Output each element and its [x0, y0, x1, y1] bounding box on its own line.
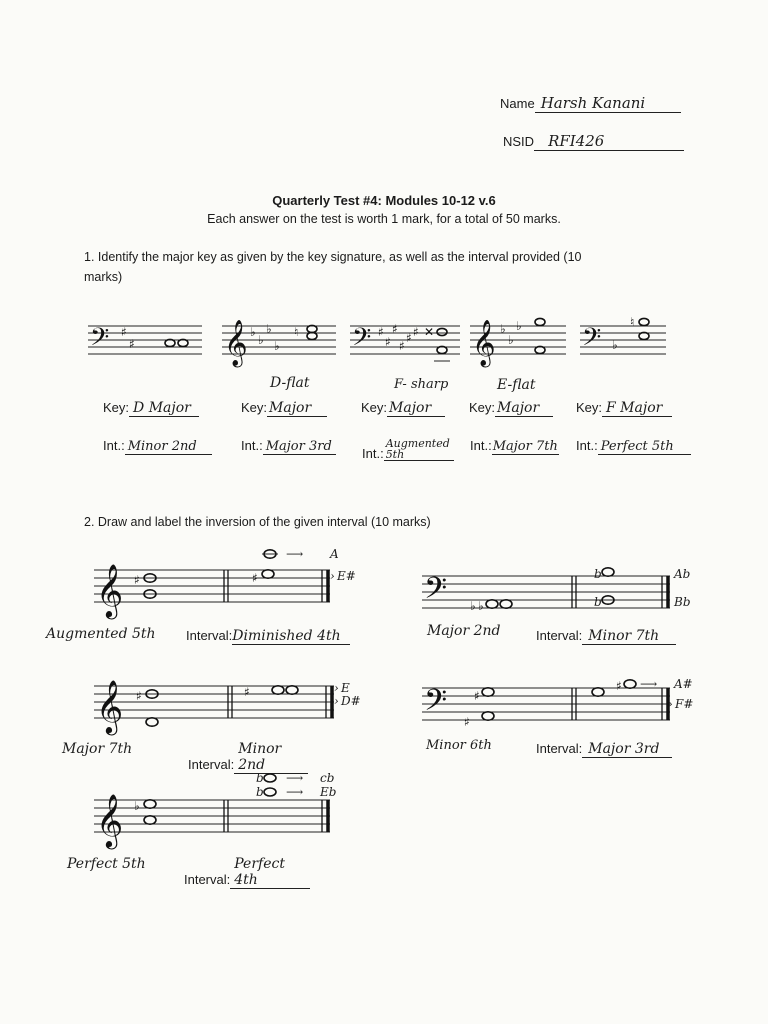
svg-text:⟶: ⟶	[286, 547, 304, 561]
bass-clef-icon: 𝄢	[90, 323, 110, 358]
int-label: Int.:	[103, 438, 125, 453]
nsid-field	[503, 132, 684, 151]
svg-text:⟶: ⟶	[286, 785, 304, 799]
svg-text:♭: ♭	[500, 322, 506, 336]
svg-text:♯: ♯	[136, 689, 142, 703]
int-answer-2[interactable]: Major 3rd	[263, 439, 336, 455]
svg-text:♭: ♭	[516, 319, 522, 333]
treble-clef-icon: 𝄞	[96, 679, 124, 733]
q2-interval-5	[184, 856, 310, 889]
svg-text:♯: ♯	[392, 322, 398, 336]
q2-5-note-top: cb	[320, 771, 335, 785]
q2-interval-3	[188, 741, 308, 774]
svg-text:♯: ♯	[413, 325, 419, 339]
interval-label: Interval:	[536, 628, 583, 643]
key-label: Key:	[576, 400, 603, 415]
q2-given-label-2: Major 2nd	[427, 623, 501, 639]
q1-prompt-line1: 1. Identify the major key as given by the key signature, as well as the interval provided (10	[84, 250, 582, 264]
test-title: Quarterly Test #4: Modules 10-12 v.6	[272, 193, 496, 208]
q2-interval-4	[536, 741, 672, 758]
q1-int-3	[362, 438, 454, 461]
svg-text:⟶: ⟶	[640, 677, 658, 691]
q2-4-note-bottom: F#	[675, 697, 694, 711]
q1-staff-3	[350, 322, 470, 372]
q1-staff-1	[88, 322, 208, 372]
q2-staff-5	[94, 771, 364, 860]
q1-int-2	[241, 438, 336, 455]
int-answer-4[interactable]: Major 7th	[492, 439, 558, 454]
svg-text:♯: ♯	[616, 679, 622, 693]
q2-3-note-bottom: D#	[341, 694, 361, 708]
svg-text:b: b	[594, 595, 602, 609]
svg-text:♯: ♯	[252, 571, 258, 585]
interval-answer-1[interactable]: Diminished 4th	[232, 628, 350, 645]
svg-text:♭: ♭	[508, 333, 514, 347]
svg-text:♮: ♮	[630, 315, 635, 329]
q1-key-2	[241, 400, 327, 417]
svg-text:b: b	[594, 567, 602, 581]
q2-staff-3	[94, 678, 374, 738]
svg-text:♯: ♯	[399, 339, 405, 353]
svg-text:♭: ♭	[250, 325, 256, 339]
q1-staff-2	[222, 322, 342, 372]
bass-clef-icon: 𝄢	[424, 572, 448, 613]
q2-4-note-top: A#	[674, 677, 693, 691]
key-answer-2[interactable]: Major	[267, 400, 327, 417]
q2-1-note-top: A	[330, 547, 339, 561]
q1-key-4	[469, 400, 553, 417]
nsid-value[interactable]: RFI426	[534, 132, 684, 151]
svg-text:♯: ♯	[464, 715, 470, 729]
svg-text:✕: ✕	[424, 325, 435, 339]
q1-int-1	[103, 438, 212, 455]
svg-text:♯: ♯	[134, 573, 140, 587]
interval-label: Interval:	[188, 757, 235, 772]
svg-text:♯: ♯	[129, 337, 135, 351]
svg-text:♭: ♭	[470, 599, 476, 613]
svg-text:›: ›	[668, 697, 673, 711]
q2-5-note-bottom: Eb	[320, 785, 337, 799]
q1-note-above-3: F- sharp	[394, 377, 449, 392]
q1-note-above-2: D-flat	[270, 375, 310, 391]
q1-key-1	[103, 400, 199, 417]
treble-clef-icon: 𝄞	[224, 320, 248, 366]
int-label: Int.:	[241, 438, 263, 453]
q1-key-3	[361, 400, 445, 417]
key-answer-1[interactable]: D Major	[129, 400, 199, 417]
interval-label: Interval:	[536, 741, 583, 756]
q1-staff-5	[580, 315, 670, 372]
q1-int-5	[576, 438, 691, 455]
svg-text:♯: ♯	[378, 325, 384, 339]
q2-3-note-top: E	[341, 681, 350, 695]
svg-text:›: ›	[334, 694, 339, 708]
svg-text:♭: ♭	[612, 338, 618, 352]
key-answer-3[interactable]: Major	[387, 400, 445, 417]
q1-note-above-4: E-flat	[497, 377, 536, 393]
svg-text:›: ›	[330, 569, 335, 583]
svg-text:♭: ♭	[478, 599, 484, 613]
q2-interval-1	[186, 628, 350, 645]
bass-clef-icon: 𝄢	[424, 684, 448, 725]
svg-text:⟶: ⟶	[286, 771, 304, 785]
key-label: Key:	[241, 400, 268, 415]
int-answer-1[interactable]: Minor 2nd	[125, 439, 212, 455]
q1-prompt-line2: marks)	[84, 270, 123, 284]
q2-1-note-bottom: E#	[337, 569, 356, 583]
q1-key-5	[576, 400, 672, 417]
key-label: Key:	[469, 400, 496, 415]
treble-clef-icon: 𝄞	[96, 563, 124, 617]
interval-label: Interval:	[184, 872, 231, 887]
q2-given-label-3: Major 7th	[62, 741, 133, 757]
q2-interval-2	[536, 628, 676, 645]
bass-clef-icon: 𝄢	[352, 323, 372, 358]
q1-int-4	[470, 438, 559, 455]
svg-text:♯: ♯	[121, 325, 127, 339]
interval-label: Interval:	[186, 628, 233, 643]
svg-text:♯: ♯	[244, 685, 250, 699]
q1-staff-4	[470, 319, 570, 372]
q2-staff-1	[94, 547, 364, 622]
int-answer-5[interactable]: Perfect 5th	[598, 439, 691, 455]
svg-text:♯: ♯	[474, 689, 480, 703]
name-label: Name	[500, 96, 535, 111]
key-answer-5[interactable]: F Major	[602, 400, 672, 417]
svg-text:♭: ♭	[258, 333, 264, 347]
q2-given-label-1: Augmented 5th	[46, 626, 156, 642]
svg-text:♭: ♭	[266, 322, 272, 336]
nsid-label: NSID	[503, 134, 535, 149]
int-label: Int.:	[470, 438, 492, 453]
treble-clef-icon: 𝄞	[472, 320, 496, 366]
svg-text:b: b	[256, 785, 264, 799]
bass-clef-icon: 𝄢	[582, 323, 602, 358]
int-label: Int.:	[362, 446, 384, 461]
treble-clef-icon: 𝄞	[96, 793, 124, 847]
key-label: Key:	[103, 400, 130, 415]
key-label: Key:	[361, 400, 388, 415]
svg-text:b: b	[256, 771, 264, 785]
interval-answer-3[interactable]: Minor 2nd	[234, 741, 308, 774]
q2-2-note-bottom: Bb	[674, 595, 691, 609]
key-answer-4[interactable]: Major	[495, 400, 553, 417]
svg-text:♭: ♭	[274, 339, 280, 353]
q2-given-label-5: Perfect 5th	[67, 856, 146, 872]
svg-text:♭: ♭	[134, 799, 140, 813]
svg-text:›: ›	[334, 681, 339, 695]
int-answer-3[interactable]: Augmented 5th	[384, 438, 454, 461]
interval-answer-2[interactable]: Minor 7th	[582, 628, 676, 645]
name-value[interactable]: Harsh Kanani	[535, 94, 681, 113]
interval-answer-4[interactable]: Major 3rd	[582, 741, 672, 758]
svg-text:♮: ♮	[294, 325, 299, 339]
name-field	[500, 94, 681, 113]
q2-staff-4	[422, 677, 702, 744]
test-subtitle: Each answer on the test is worth 1 mark, for a total of 50 marks.	[207, 212, 561, 226]
interval-answer-5[interactable]: Perfect 4th	[230, 856, 310, 889]
q2-prompt: 2. Draw and label the inversion of the given interval (10 marks)	[84, 515, 431, 529]
int-label: Int.:	[576, 438, 598, 453]
q2-given-label-4: Minor 6th	[426, 738, 492, 753]
svg-text:♯: ♯	[385, 335, 391, 349]
svg-text:♯: ♯	[406, 331, 412, 345]
q2-2-note-top: Ab	[674, 567, 691, 581]
